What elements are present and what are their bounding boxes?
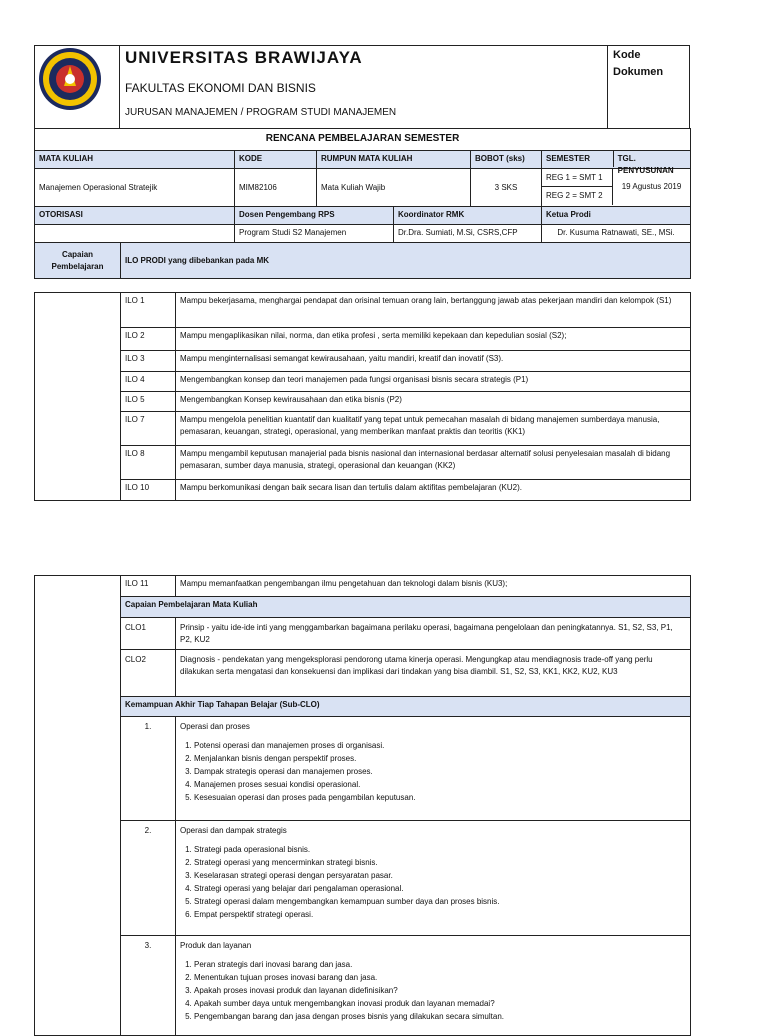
dosen-label: Dosen Pengembang RPS [235, 207, 394, 225]
ilo-code: ILO 10 [121, 480, 176, 501]
list-item: 2. Menentukan tujuan proses inovasi barang dan jasa. [194, 971, 686, 984]
otorisasi-label: OTORISASI [35, 207, 235, 225]
page2-left-empty [35, 576, 121, 1036]
list-item: 4. Manajemen proses sesuai kondisi operasional. [194, 778, 686, 791]
university-logo [37, 46, 103, 112]
list-item: 5. Kesesuaian operasi dan proses pada pengambilan keputusan. [194, 791, 686, 804]
subclo-title: Operasi dan proses [180, 722, 250, 731]
course-sks: 3 SKS [471, 169, 542, 207]
capaian-label [35, 243, 121, 279]
subclo-cell [176, 821, 691, 936]
semester-date-cell [542, 169, 691, 207]
list-item: 3. Dampak strategis operasi dan manajemen proses. [194, 765, 686, 778]
doc-code-label-1: Kode [613, 49, 641, 61]
reg2: REG 2 = SMT 2 [546, 191, 603, 200]
subclo-no: 1. [121, 717, 176, 821]
subclo-list [180, 739, 686, 804]
reg1: REG 1 = SMT 1 [542, 169, 612, 187]
ketua-label: Ketua Prodi [542, 207, 691, 225]
ilo-text: Mengembangkan Konsep kewirausahaan dan etika bisnis (P2) [176, 392, 691, 412]
subclo-no: 2. [121, 821, 176, 936]
col-semester: SEMESTER [542, 151, 614, 167]
subclo-title: Produk dan layanan [180, 941, 252, 950]
list-item: 3. Apakah proses inovasi produk dan layanan didefinisikan? [194, 984, 686, 997]
ilo-code: ILO 7 [121, 412, 176, 446]
doc-code-label-2: Dokumen [613, 66, 664, 78]
list-item: 3. Keselarasan strategi operasi dengan persyaratan pasar. [194, 869, 686, 882]
list-item: 5. Pengembangan barang dan jasa dengan proses bisnis yang dilakukan secara simultan. [194, 1010, 686, 1023]
course-name: Manajemen Operasional Stratejik [35, 169, 235, 207]
dosen-value: Program Studi S2 Manajemen [235, 225, 394, 243]
koord-label: Koordinator RMK [394, 207, 542, 225]
ilo-text: Mampu mengelola penelitian kuantatif dan kualitatif yang tepat untuk pemecahan masalah di bidang manajemen sumberdaya manusia, pemasaran, keuangan, strategi, operasional, yang memberikan manfaat praktis dan teoritis (KK1) [176, 412, 691, 446]
course-rumpun: Mata Kuliah Wajib [317, 169, 471, 207]
ilo-text: Mampu mengambil keputusan manajerial pada bisnis nasional dan internasional berdasar alternatif solusi penyelesaian masalah di bidang pemasaran, sumber daya manusia, strategi, operasional dan keuangan (KK2) [176, 446, 691, 480]
course-date: 19 Agustus 2019 [621, 182, 682, 191]
list-item: 4. Apakah sumber daya untuk mengembangkan inovasi produk dan layanan memadai? [194, 997, 686, 1010]
clo-text: Prinsip - yaitu ide-ide inti yang menggambarkan bagaimana perilaku operasi, bagaimana pengelolaan dan peningkatannya. S1, S2, S3, P1, P2, KU2 [176, 618, 691, 650]
ilo-code: ILO 4 [121, 372, 176, 392]
koord-value: Dr.Dra. Sumiati, M.Si, CSRS,CFP [394, 225, 542, 243]
subclo-cell [176, 717, 691, 821]
ketua-value: Dr. Kusuma Ratnawati, SE., MSi. [542, 225, 691, 243]
list-item: 2. Strategi operasi yang mencerminkan strategi bisnis. [194, 856, 686, 869]
clo-code: CLO1 [121, 618, 176, 650]
otorisasi-empty [35, 225, 235, 243]
col-bobot: BOBOT (sks) [471, 151, 542, 169]
subclo-header: Kemampuan Akhir Tiap Tahapan Belajar (Sub-CLO) [121, 697, 691, 717]
subclo-list [180, 843, 686, 921]
subclo-list [180, 958, 686, 1023]
department-name: JURUSAN MANAJEMEN / PROGRAM STUDI MANAJEMEN [125, 107, 397, 118]
clo-text: Diagnosis - pendekatan yang mengeksplorasi pendorong utama kinerja operasi. Mengungkap atau mendiagnosis trade-off yang perlu dilakukan serta mengatasi dan konsekuensi dan implikasi dari tindakan yang bisa diambil. S1, S2, S3, KK1, KK2, KU2, KU3 [176, 650, 691, 697]
col-kode: KODE [235, 151, 317, 169]
subclo-no: 3. [121, 936, 176, 1036]
ilo-table [34, 292, 691, 501]
col-mata-kuliah: MATA KULIAH [35, 151, 235, 169]
list-item: 1. Strategi pada operasional bisnis. [194, 843, 686, 856]
document-title: RENCANA PEMBELAJARAN SEMESTER [35, 129, 691, 151]
capaian-label-2: Pembelajaran [51, 261, 104, 271]
list-item: 1. Potensi operasi dan manajemen proses di organisasi. [194, 739, 686, 752]
header-divider-left [119, 45, 120, 129]
ilo-text: Mampu mengaplikasikan nilai, norma, dan etika profesi , serta memiliki kepekaan dan kepedulian sosial (S2); [176, 328, 691, 351]
rps-table [34, 128, 691, 279]
list-item: 6. Empat perspektif strategi operasi. [194, 908, 686, 921]
ilo-left-empty [35, 293, 121, 501]
ilo-text: Mampu menginternalisasi semangat kewirausahaan, yaitu mandiri, kreatif dan inovatif (S3). [176, 351, 691, 372]
ilo-code: ILO 5 [121, 392, 176, 412]
ilo-header: ILO PRODI yang dibebankan pada MK [121, 243, 691, 279]
capaian-label-1: Capaian [61, 249, 94, 259]
col-tgl: TGL. PENYUSUNAN [617, 154, 674, 175]
university-name: UNIVERSITAS BRAWIJAYA [125, 48, 363, 67]
ilo-code: ILO 8 [121, 446, 176, 480]
semester-tgl-header [542, 151, 691, 175]
header-divider-right [607, 45, 608, 129]
subclo-title: Operasi dan dampak strategis [180, 826, 287, 835]
page2-table [34, 575, 691, 1036]
subclo-cell [176, 936, 691, 1036]
list-item: 4. Strategi operasi yang belajar dari pengalaman operasional. [194, 882, 686, 895]
list-item: 1. Peran strategis dari inovasi barang dan jasa. [194, 958, 686, 971]
ilo-code: ILO 2 [121, 328, 176, 351]
list-item: 2. Menjalankan bisnis dengan perspektif proses. [194, 752, 686, 765]
list-item: 5. Strategi operasi dalam mengembangkan kemampuan sumber daya dan proses bisnis. [194, 895, 686, 908]
ilo-text: Mengembangkan konsep dan teori manajemen pada fungsi organisasi bisnis secara strategis (P1) [176, 372, 691, 392]
ilo-text: Mampu bekerjasama, menghargai pendapat dan orisinal temuan orang lain, bertanggung jawab atas pekerjaan mandiri dan kelompok (S1) [176, 293, 691, 328]
course-code: MIM82106 [235, 169, 317, 207]
ilo-code: ILO 3 [121, 351, 176, 372]
cpmk-header: Capaian Pembelajaran Mata Kuliah [121, 597, 691, 618]
ilo11-text: Mampu memanfaatkan pengembangan ilmu pengetahuan dan teknologi dalam bisnis (KU3); [176, 576, 691, 597]
ilo-text: Mampu berkomunikasi dengan baik secara lisan dan tertulis dalam aktifitas pembelajaran (KU2). [176, 480, 691, 501]
ilo11-code: ILO 11 [121, 576, 176, 597]
ilo-code: ILO 1 [121, 293, 176, 328]
faculty-name: FAKULTAS EKONOMI DAN BISNIS [125, 81, 316, 95]
clo-code: CLO2 [121, 650, 176, 697]
col-rumpun: RUMPUN MATA KULIAH [317, 151, 471, 169]
